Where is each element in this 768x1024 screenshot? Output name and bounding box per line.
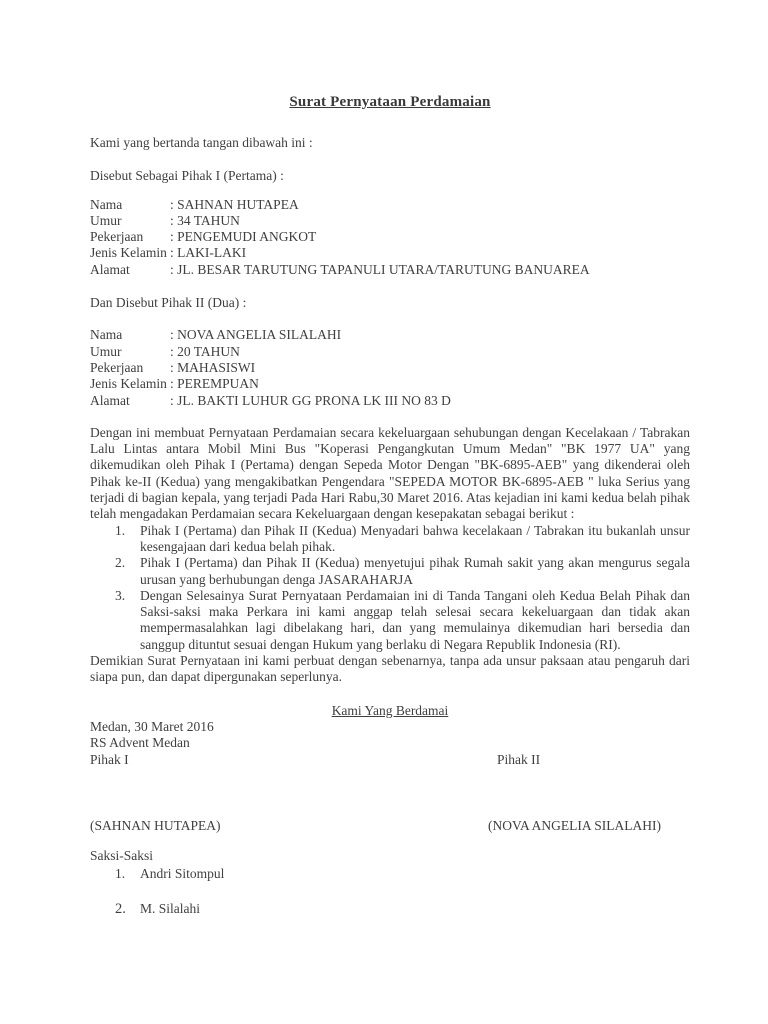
party1-heading: Disebut Sebagai Pihak I (Pertama) : (90, 168, 284, 184)
info-value: : JL. BAKTI LUHUR GG PRONA LK III NO 83 D (170, 393, 451, 409)
info-value: : JL. BESAR TARUTUNG TAPANULI UTARA/TARUTUNG BANUAREA (170, 262, 590, 278)
party1-signature-name: (SAHNAN HUTAPEA) (90, 817, 221, 833)
info-label: Nama (90, 196, 123, 212)
info-label: Umur (90, 343, 122, 359)
info-row (90, 376, 690, 392)
witness-name: Andri Sitompul (140, 866, 225, 882)
agreement-item-number: 2. (115, 555, 126, 571)
info-row (90, 229, 690, 245)
party2-signature-name: (NOVA ANGELIA SILALAHI) (488, 817, 661, 833)
info-value: : MAHASISWI (170, 360, 255, 376)
info-label: Alamat (90, 261, 130, 277)
document-title: Surat Pernyataan Perdamaian (289, 94, 491, 110)
closing-paragraph: Demikian Surat Pernyataan ini kami perbuat dengan sebenarnya, tanpa ada unsur paksaan atau pengaruh dari siapa pun, dan dapat dipergunakan seperlunya. (90, 653, 690, 685)
signoff-heading: Kami Yang Berdamai (331, 702, 449, 718)
agreement-item-number: 1. (115, 522, 126, 538)
info-label: Nama (90, 327, 123, 343)
info-value: : NOVA ANGELIA SILALAHI (170, 327, 341, 343)
info-label: Alamat (90, 392, 130, 408)
agreement-list (90, 523, 690, 653)
party1-info-block (90, 197, 690, 278)
party1-label: Pihak I (90, 751, 129, 767)
party2-label: Pihak II (497, 751, 541, 767)
location-line: RS Advent Medan (90, 735, 190, 751)
info-row (90, 393, 690, 409)
info-value: : LAKI-LAKI (170, 245, 246, 261)
info-value: : PEREMPUAN (170, 376, 259, 392)
info-value: : PENGEMUDI ANGKOT (170, 229, 316, 245)
info-value: : 20 TAHUN (170, 344, 240, 360)
agreement-item-text: Pihak I (Pertama) dan Pihak II (Kedua) Menyadari bahwa kecelakaan / Tabrakan itu bukanlah unsur kesengajaan dari kedua belah pihak. (140, 522, 690, 554)
info-label: Jenis Kelamin (90, 376, 167, 392)
intro-line: Kami yang bertanda tangan dibawah ini : (90, 135, 313, 150)
info-row (90, 344, 690, 360)
signature-names-row (90, 818, 690, 834)
info-label: Umur (90, 212, 122, 228)
info-value: : SAHNAN HUTAPEA (170, 197, 299, 213)
witness-item (90, 866, 690, 882)
party2-info-block (90, 327, 690, 408)
agreement-item-text: Pihak I (Pertama) dan Pihak II (Kedua) menyetujui pihak Rumah sakit yang akan mengurus segala urusan yang berhubungan denga JASARAHARJA (140, 555, 690, 587)
info-row (90, 245, 690, 261)
document-content (90, 93, 690, 917)
party-labels-row (90, 752, 690, 768)
agreement-item (90, 523, 690, 556)
agreement-item-text: Dengan Selesainya Surat Pernyataan Perdamaian ini di Tanda Tangani oleh Kedua Belah Pihak dan Saksi-saksi maka Perkara ini kami anggap telah selesai secara kekeluargaan dan tidak akan mempermasalahkan lagi dibelakang hari, dan yang memulainya dikemudian hari bersedia dan sanggup dituntut sesuai dengan Hukum yang berlaku di Negara Republik Indonesia (RI). (140, 587, 690, 652)
witness-item (90, 901, 690, 917)
agreement-item (90, 588, 690, 653)
agreement-item (90, 555, 690, 588)
witness-name: M. Silalahi (140, 900, 200, 916)
info-label: Pekerjaan (90, 229, 144, 245)
info-label: Pekerjaan (90, 359, 144, 375)
agreement-paragraph: Dengan ini membuat Pernyataan Perdamaian secara kekeluargaan sehubungan dengan Kecelakaan / Tabrakan Lalu Lintas antara Mobil Mini Bus "Koperasi Pengangkutan Umum Medan" "BK 1977 UA" yang dikemudikan oleh Pihak I (Pertama) dengan Sepeda Motor Dengan "BK-6895-AEB" yang dikenderai oleh Pihak ke-II (Kedua) yang mengakibatkan Pengendara "SEPEDA MOTOR BK-6895-AEB " luka Serius yang terjadi di bagian kepala, yang terjadi Pada Hari Rabu,30 Maret 2016. Atas kejadian ini kami kedua belah pihak telah mengadakan Perdamaian secara Kekeluargaan dengan kesepakatan sebagai berikut : (90, 424, 690, 522)
witness-number: 1. (115, 866, 126, 882)
witness-number: 2. (115, 900, 126, 917)
info-row (90, 213, 690, 229)
info-row (90, 360, 690, 376)
party2-heading: Dan Disebut Pihak II (Dua) : (90, 295, 247, 311)
info-value: : 34 TAHUN (170, 213, 240, 229)
info-row (90, 262, 690, 278)
agreement-item-number: 3. (115, 587, 126, 603)
info-row (90, 197, 690, 213)
info-row (90, 327, 690, 343)
place-date-line: Medan, 30 Maret 2016 (90, 718, 214, 734)
info-label: Jenis Kelamin (90, 245, 167, 261)
witnesses-heading: Saksi-Saksi (90, 848, 154, 864)
